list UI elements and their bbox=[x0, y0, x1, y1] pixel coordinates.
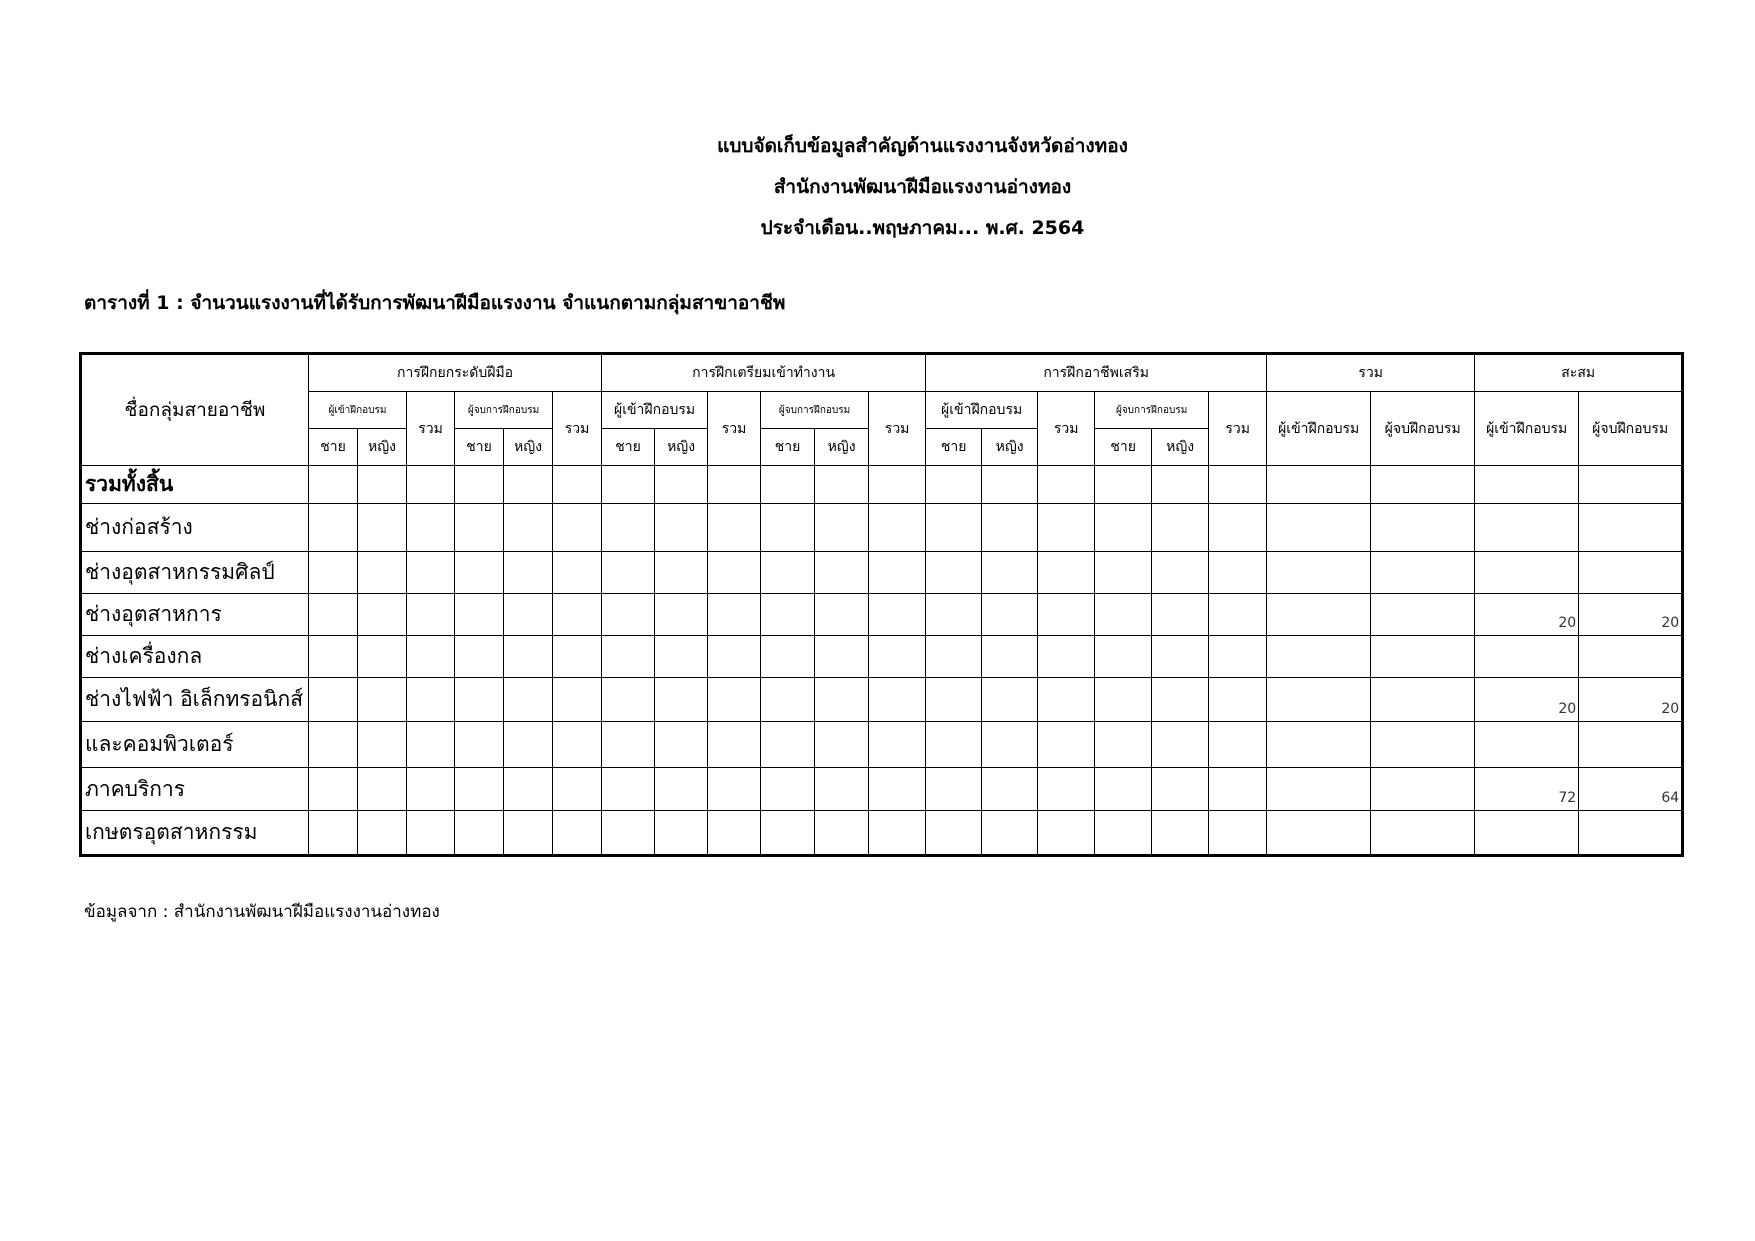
table-cell bbox=[407, 678, 455, 722]
header-female: หญิง bbox=[504, 429, 553, 466]
table-cell bbox=[869, 594, 926, 636]
table-cell bbox=[358, 594, 407, 636]
table-cell bbox=[407, 594, 455, 636]
header-graduate: ผู้จบการฝึกอบรม bbox=[455, 392, 553, 429]
table-cell bbox=[309, 811, 358, 856]
table-cell bbox=[761, 636, 815, 678]
cell-cumulative-graduate: 20 bbox=[1579, 594, 1683, 636]
table-cell bbox=[309, 504, 358, 552]
table-cell bbox=[1152, 722, 1209, 768]
header-trainee: ผู้เข้าฝึกอบรม bbox=[309, 392, 407, 429]
table-cell bbox=[309, 768, 358, 811]
table-cell bbox=[926, 811, 982, 856]
table-cell bbox=[1209, 552, 1267, 594]
table-cell bbox=[602, 768, 655, 811]
cell-cumulative-trainee bbox=[1475, 552, 1579, 594]
header-subtotal: รวม bbox=[553, 392, 602, 466]
table-cell bbox=[761, 504, 815, 552]
table-cell bbox=[982, 722, 1038, 768]
table-cell bbox=[655, 552, 708, 594]
table-cell bbox=[358, 722, 407, 768]
table-cell bbox=[869, 768, 926, 811]
header-skill-upgrade: การฝึกยกระดับฝีมือ bbox=[309, 354, 602, 392]
table-row bbox=[81, 768, 1683, 811]
header-cum-trainee: ผู้เข้าฝึกอบรม bbox=[1475, 392, 1579, 466]
table-cell bbox=[1152, 594, 1209, 636]
table-cell bbox=[815, 722, 869, 768]
table-cell bbox=[553, 552, 602, 594]
table-cell bbox=[358, 504, 407, 552]
table-cell bbox=[309, 552, 358, 594]
table-cell bbox=[407, 466, 455, 504]
header-sum-trainee: ผู้เข้าฝึกอบรม bbox=[1267, 392, 1371, 466]
header-total: รวม bbox=[1267, 354, 1475, 392]
table-cell bbox=[926, 636, 982, 678]
table-cell bbox=[708, 636, 761, 678]
table-cell bbox=[504, 552, 553, 594]
header-graduate: ผู้จบการฝึกอบรม bbox=[761, 392, 869, 429]
table-cell bbox=[553, 722, 602, 768]
table-cell bbox=[982, 811, 1038, 856]
cell-cumulative-graduate bbox=[1579, 722, 1683, 768]
table-cell bbox=[1267, 811, 1371, 856]
table-cell bbox=[1267, 552, 1371, 594]
table-cell bbox=[1267, 504, 1371, 552]
table-cell bbox=[504, 811, 553, 856]
table-cell bbox=[1371, 678, 1475, 722]
table-cell bbox=[1267, 594, 1371, 636]
table-cell bbox=[455, 768, 504, 811]
table-cell bbox=[455, 811, 504, 856]
table-cell bbox=[1095, 678, 1152, 722]
table-cell bbox=[926, 466, 982, 504]
table-cell bbox=[553, 811, 602, 856]
table-cell bbox=[655, 594, 708, 636]
table-cell bbox=[815, 552, 869, 594]
table-cell bbox=[1038, 504, 1095, 552]
table-cell bbox=[655, 678, 708, 722]
table-cell bbox=[1095, 722, 1152, 768]
header-male: ชาย bbox=[602, 429, 655, 466]
table-cell bbox=[358, 636, 407, 678]
table-cell bbox=[1095, 504, 1152, 552]
table-cell bbox=[1209, 636, 1267, 678]
table-cell bbox=[1152, 504, 1209, 552]
table-cell bbox=[926, 678, 982, 722]
table-cell bbox=[815, 768, 869, 811]
table-cell bbox=[504, 678, 553, 722]
title-line-1: แบบจัดเก็บข้อมูลสำคัญด้านแรงงานจังหวัดอ่างทอง bbox=[717, 135, 1128, 157]
table-cell bbox=[553, 504, 602, 552]
table-cell bbox=[1267, 636, 1371, 678]
table-cell bbox=[1095, 552, 1152, 594]
table-cell bbox=[407, 722, 455, 768]
header-cum-graduate: ผู้จบฝึกอบรม bbox=[1579, 392, 1683, 466]
table-cell bbox=[504, 466, 553, 504]
cell-cumulative-graduate: 20 bbox=[1579, 678, 1683, 722]
table-cell bbox=[815, 504, 869, 552]
cell-cumulative-graduate bbox=[1579, 552, 1683, 594]
cell-cumulative-graduate: 64 bbox=[1579, 768, 1683, 811]
table-cell bbox=[1152, 768, 1209, 811]
table-cell bbox=[1267, 466, 1371, 504]
cell-cumulative-graduate bbox=[1579, 811, 1683, 856]
header-male: ชาย bbox=[761, 429, 815, 466]
table-cell bbox=[553, 678, 602, 722]
table-cell bbox=[407, 552, 455, 594]
cell-cumulative-trainee bbox=[1475, 466, 1579, 504]
table-row bbox=[81, 811, 1683, 856]
table-cell bbox=[761, 768, 815, 811]
header-subtotal: รวม bbox=[1209, 392, 1267, 466]
header-female: หญิง bbox=[982, 429, 1038, 466]
table-cell bbox=[869, 504, 926, 552]
table-cell bbox=[504, 768, 553, 811]
table-cell bbox=[602, 678, 655, 722]
table-row bbox=[81, 678, 1683, 722]
table-cell bbox=[761, 466, 815, 504]
table-cell bbox=[926, 552, 982, 594]
table-cell bbox=[602, 722, 655, 768]
table-cell bbox=[407, 811, 455, 856]
table-cell bbox=[1095, 594, 1152, 636]
table-cell bbox=[655, 811, 708, 856]
row-occupation-name: ช่างไฟฟ้า อิเล็กทรอนิกส์ bbox=[81, 678, 309, 722]
table-cell bbox=[1371, 722, 1475, 768]
header-female: หญิง bbox=[815, 429, 869, 466]
header-occupation-group: ชื่อกลุ่มสายอาชีพ bbox=[81, 354, 309, 466]
header-female: หญิง bbox=[1152, 429, 1209, 466]
table-cell bbox=[309, 678, 358, 722]
table-cell bbox=[1095, 811, 1152, 856]
table-cell bbox=[504, 722, 553, 768]
cell-cumulative-trainee: 20 bbox=[1475, 594, 1579, 636]
table-cell bbox=[1152, 552, 1209, 594]
row-occupation-name: และคอมพิวเตอร์ bbox=[81, 722, 309, 768]
table-cell bbox=[761, 722, 815, 768]
cell-cumulative-graduate bbox=[1579, 504, 1683, 552]
table-cell bbox=[708, 811, 761, 856]
table-cell bbox=[504, 594, 553, 636]
table-cell bbox=[708, 466, 761, 504]
table-cell bbox=[869, 722, 926, 768]
table-cell bbox=[815, 811, 869, 856]
table-cell bbox=[602, 552, 655, 594]
table-cell bbox=[1371, 504, 1475, 552]
header-subtotal: รวม bbox=[869, 392, 926, 466]
table-cell bbox=[358, 678, 407, 722]
cell-cumulative-graduate bbox=[1579, 466, 1683, 504]
table-row bbox=[81, 722, 1683, 768]
cell-cumulative-trainee bbox=[1475, 722, 1579, 768]
table-cell bbox=[553, 636, 602, 678]
source-footnote: ข้อมูลจาก : สำนักงานพัฒนาฝีมือแรงงานอ่างทอง bbox=[84, 902, 440, 922]
cell-cumulative-graduate bbox=[1579, 636, 1683, 678]
table-cell bbox=[926, 768, 982, 811]
table-cell bbox=[1152, 466, 1209, 504]
table-cell bbox=[1371, 811, 1475, 856]
table-cell bbox=[1038, 594, 1095, 636]
table-cell bbox=[1038, 678, 1095, 722]
table-cell bbox=[407, 504, 455, 552]
header-male: ชาย bbox=[309, 429, 358, 466]
table-cell bbox=[1209, 594, 1267, 636]
header-trainee: ผู้เข้าฝึกอบรม bbox=[602, 392, 708, 429]
table-cell bbox=[1371, 594, 1475, 636]
table-cell bbox=[553, 768, 602, 811]
table-cell bbox=[982, 636, 1038, 678]
table-cell bbox=[982, 466, 1038, 504]
table-cell bbox=[982, 768, 1038, 811]
table-cell bbox=[815, 678, 869, 722]
table-row bbox=[81, 504, 1683, 552]
row-occupation-name: ช่างอุตสาหการ bbox=[81, 594, 309, 636]
table-cell bbox=[504, 504, 553, 552]
header-pre-employment: การฝึกเตรียมเข้าทำงาน bbox=[602, 354, 926, 392]
table-cell bbox=[1095, 466, 1152, 504]
table-cell bbox=[926, 504, 982, 552]
table-cell bbox=[926, 594, 982, 636]
table-cell bbox=[1095, 768, 1152, 811]
table-cell bbox=[309, 594, 358, 636]
table-cell bbox=[407, 636, 455, 678]
table-cell bbox=[455, 504, 504, 552]
table-cell bbox=[1371, 768, 1475, 811]
table-cell bbox=[1209, 768, 1267, 811]
table-cell bbox=[655, 504, 708, 552]
table-body bbox=[81, 466, 1683, 856]
table-cell bbox=[1038, 552, 1095, 594]
document-titles bbox=[0, 126, 1755, 249]
table-cell bbox=[1267, 768, 1371, 811]
table-row bbox=[81, 552, 1683, 594]
header-sum-graduate: ผู้จบฝึกอบรม bbox=[1371, 392, 1475, 466]
table-cell bbox=[655, 466, 708, 504]
table-cell bbox=[455, 678, 504, 722]
table-cell bbox=[1209, 504, 1267, 552]
row-occupation-name: ช่างอุตสาหกรรมศิลป์ bbox=[81, 552, 309, 594]
table-cell bbox=[708, 722, 761, 768]
table-cell bbox=[553, 594, 602, 636]
table-cell bbox=[602, 466, 655, 504]
table-cell bbox=[1371, 466, 1475, 504]
table-cell bbox=[982, 504, 1038, 552]
table-cell bbox=[655, 636, 708, 678]
table-cell bbox=[869, 552, 926, 594]
row-occupation-name: ภาคบริการ bbox=[81, 768, 309, 811]
table-cell bbox=[708, 594, 761, 636]
table-cell bbox=[602, 594, 655, 636]
table-cell bbox=[655, 768, 708, 811]
table-cell bbox=[761, 678, 815, 722]
cell-cumulative-trainee bbox=[1475, 636, 1579, 678]
table-cell bbox=[1267, 722, 1371, 768]
header-subtotal: รวม bbox=[1038, 392, 1095, 466]
row-occupation-name: ช่างเครื่องกล bbox=[81, 636, 309, 678]
row-occupation-name: รวมทั้งสิ้น bbox=[81, 466, 309, 504]
table-cell bbox=[602, 811, 655, 856]
header-male: ชาย bbox=[455, 429, 504, 466]
table-row bbox=[81, 466, 1683, 504]
table-cell bbox=[358, 552, 407, 594]
table-cell bbox=[761, 594, 815, 636]
header-cumulative: สะสม bbox=[1475, 354, 1683, 392]
table-cell bbox=[358, 768, 407, 811]
table-cell bbox=[1038, 466, 1095, 504]
table-cell bbox=[1038, 636, 1095, 678]
table-cell bbox=[1152, 811, 1209, 856]
table-cell bbox=[655, 722, 708, 768]
table-cell bbox=[455, 722, 504, 768]
cell-cumulative-trainee: 20 bbox=[1475, 678, 1579, 722]
table-cell bbox=[869, 466, 926, 504]
table-cell bbox=[602, 636, 655, 678]
table-cell bbox=[761, 811, 815, 856]
table-cell bbox=[869, 678, 926, 722]
table-cell bbox=[1267, 678, 1371, 722]
table-row bbox=[81, 594, 1683, 636]
table-cell bbox=[1038, 722, 1095, 768]
table-cell bbox=[1371, 552, 1475, 594]
cell-cumulative-trainee: 72 bbox=[1475, 768, 1579, 811]
table-cell bbox=[926, 722, 982, 768]
title-line-3: ประจำเดือน..พฤษภาคม... พ.ศ. 2564 bbox=[760, 217, 1085, 239]
table-cell bbox=[309, 722, 358, 768]
header-male: ชาย bbox=[926, 429, 982, 466]
table-cell bbox=[708, 768, 761, 811]
table-cell bbox=[761, 552, 815, 594]
table-cell bbox=[982, 594, 1038, 636]
row-occupation-name: ช่างก่อสร้าง bbox=[81, 504, 309, 552]
header-supplementary: การฝึกอาชีพเสริม bbox=[926, 354, 1267, 392]
table-cell bbox=[602, 504, 655, 552]
labor-training-table bbox=[79, 352, 1684, 857]
table-cell bbox=[982, 678, 1038, 722]
table-cell bbox=[1038, 768, 1095, 811]
table-cell bbox=[455, 466, 504, 504]
title-line-2: สำนักงานพัฒนาฝีมือแรงงานอ่างทอง bbox=[773, 176, 1072, 198]
header-female: หญิง bbox=[655, 429, 708, 466]
cell-cumulative-trainee bbox=[1475, 811, 1579, 856]
row-occupation-name: เกษตรอุตสาหกรรม bbox=[81, 811, 309, 856]
table-row bbox=[81, 636, 1683, 678]
table-cell bbox=[455, 636, 504, 678]
header-graduate: ผู้จบการฝึกอบรม bbox=[1095, 392, 1209, 429]
table-cell bbox=[1152, 636, 1209, 678]
table-cell bbox=[1095, 636, 1152, 678]
table-cell bbox=[455, 594, 504, 636]
table-cell bbox=[455, 552, 504, 594]
header-subtotal: รวม bbox=[407, 392, 455, 466]
table-caption: ตารางที่ 1 : จำนวนแรงงานที่ได้รับการพัฒนาฝีมือแรงงาน จำแนกตามกลุ่มสาขาอาชีพ bbox=[84, 292, 786, 314]
table-cell bbox=[1038, 811, 1095, 856]
header-female: หญิง bbox=[358, 429, 407, 466]
table-cell bbox=[553, 466, 602, 504]
header-trainee: ผู้เข้าฝึกอบรม bbox=[926, 392, 1038, 429]
table-cell bbox=[1209, 811, 1267, 856]
table-cell bbox=[869, 636, 926, 678]
header-male: ชาย bbox=[1095, 429, 1152, 466]
header-subtotal: รวม bbox=[708, 392, 761, 466]
table-cell bbox=[708, 552, 761, 594]
table-cell bbox=[1209, 722, 1267, 768]
table-cell bbox=[815, 466, 869, 504]
table-cell bbox=[869, 811, 926, 856]
table-cell bbox=[1371, 636, 1475, 678]
table-cell bbox=[1152, 678, 1209, 722]
table-cell bbox=[309, 466, 358, 504]
table-cell bbox=[815, 594, 869, 636]
table-cell bbox=[504, 636, 553, 678]
table-cell bbox=[815, 636, 869, 678]
table-cell bbox=[309, 636, 358, 678]
table-cell bbox=[407, 768, 455, 811]
table-cell bbox=[982, 552, 1038, 594]
table-cell bbox=[358, 466, 407, 504]
table-cell bbox=[708, 678, 761, 722]
table-cell bbox=[1209, 678, 1267, 722]
table-cell bbox=[708, 504, 761, 552]
table-cell bbox=[358, 811, 407, 856]
cell-cumulative-trainee bbox=[1475, 504, 1579, 552]
table-cell bbox=[1209, 466, 1267, 504]
